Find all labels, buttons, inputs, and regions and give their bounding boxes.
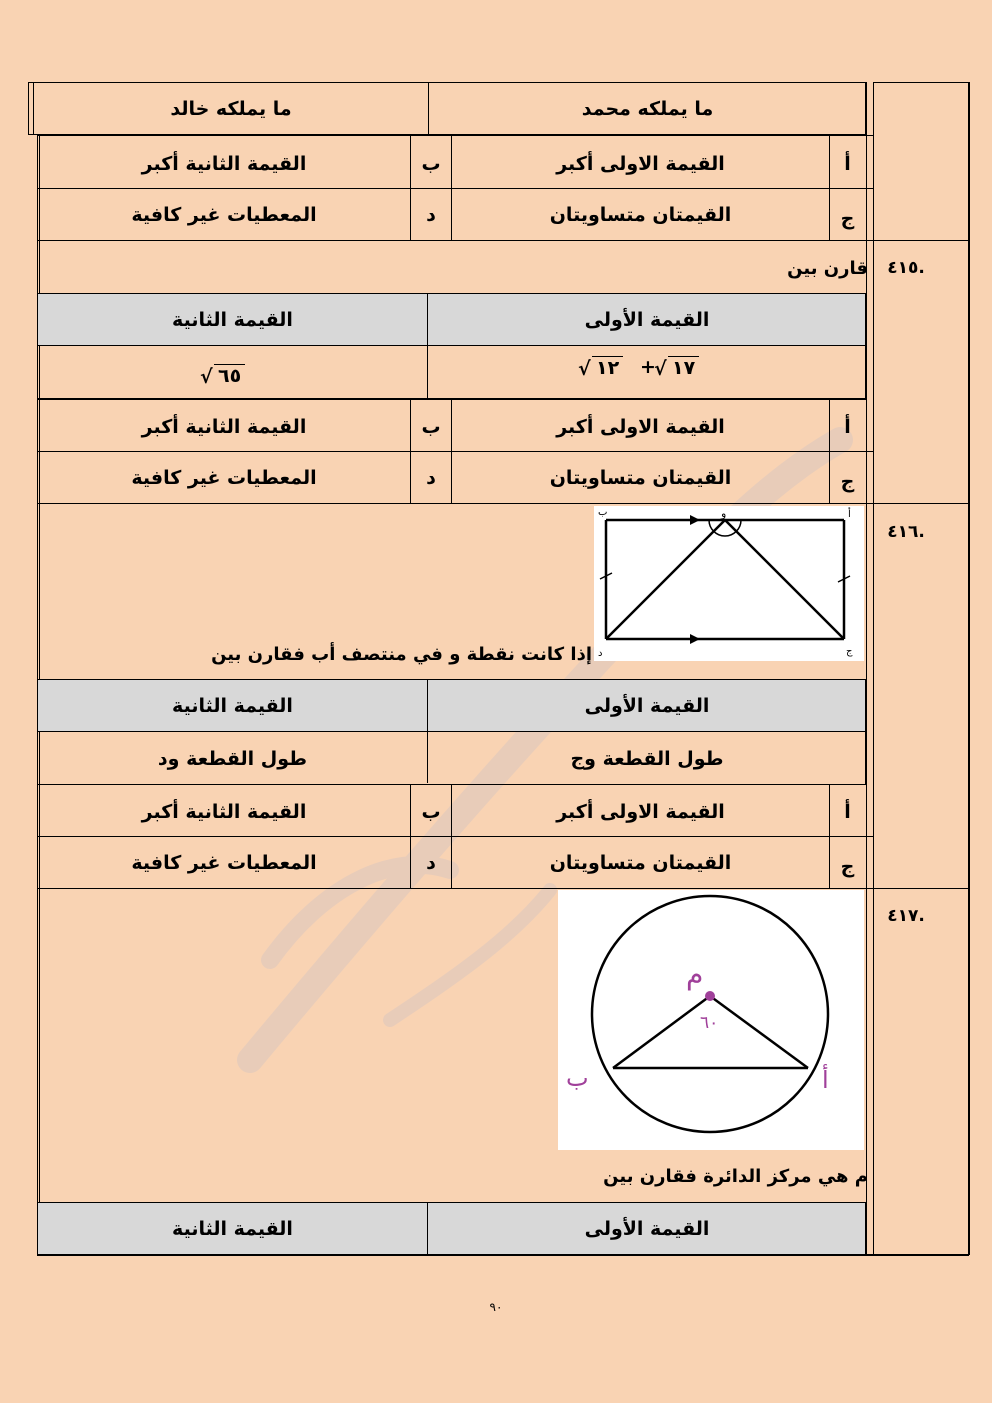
option-c-letter[interactable]: ج xyxy=(840,856,855,878)
q417-number: .٤١٧ xyxy=(887,906,925,926)
radical-icon: √ xyxy=(200,366,213,388)
q415-val1-b: ١٧ xyxy=(668,356,699,379)
option-a-letter[interactable]: أ xyxy=(844,416,851,438)
q417-prompt: م هي مركز الدائرة فقارن بين xyxy=(603,1166,868,1187)
q417-head2: القيمة الثانية xyxy=(172,1217,293,1240)
option-d-letter[interactable]: د xyxy=(426,204,436,226)
q416-head1: القيمة الأولى xyxy=(584,695,710,717)
q416-number: .٤١٦ xyxy=(887,522,925,542)
q415-number: .٤١٥ xyxy=(887,258,925,278)
q416-fig-c: ج xyxy=(846,646,853,657)
radical-icon: √ xyxy=(654,358,667,380)
radical-icon: √ xyxy=(578,358,591,380)
q415-val1-a: ١٢ xyxy=(592,356,623,379)
q415-val2: ٦٥ xyxy=(214,364,245,387)
option-c-text[interactable]: القيمتان متساويتان xyxy=(549,851,732,874)
q417-fig-angle: ٦٠ xyxy=(700,1013,719,1033)
option-c-letter[interactable]: ج xyxy=(840,471,855,493)
option-a-letter[interactable]: أ xyxy=(844,152,851,175)
q415-val1-plus: + xyxy=(640,356,656,378)
q415-value2 xyxy=(200,362,260,392)
q415-prompt: قارن بين xyxy=(787,258,868,279)
option-a-letter[interactable]: أ xyxy=(844,801,851,823)
q416-fig-d: د xyxy=(598,648,603,659)
option-a-text[interactable]: القيمة الاولى أكبر xyxy=(556,152,725,175)
option-d-text[interactable]: المعطيات غير كافية xyxy=(131,851,317,874)
q417-head1: القيمة الأولى xyxy=(584,1217,710,1240)
option-b-text[interactable]: القيمة الثانية أكبر xyxy=(141,416,307,438)
q415-head1: القيمة الأولى xyxy=(584,309,710,331)
q417-fig-a: أ xyxy=(822,1066,829,1094)
q417-fig-b: ب xyxy=(566,1064,589,1092)
q416-head2: القيمة الثانية xyxy=(172,695,293,717)
q415-value1 xyxy=(578,354,718,388)
option-d-text[interactable]: المعطيات غير كافية xyxy=(131,204,317,226)
option-c-letter[interactable]: ج xyxy=(840,207,855,230)
q416-fig-a: أ xyxy=(848,509,851,520)
options-block-2 xyxy=(38,399,874,505)
q417-fig-m: م xyxy=(686,958,704,991)
q416-fig-b: ب xyxy=(598,507,608,518)
options-block-1 xyxy=(38,135,874,241)
option-a-text[interactable]: القيمة الاولى أكبر xyxy=(556,801,725,823)
q416-fig-w: و xyxy=(721,507,727,520)
option-b-text[interactable]: القيمة الثانية أكبر xyxy=(141,152,307,175)
option-c-text[interactable]: القيمتان متساويتان xyxy=(549,204,732,226)
option-c-text[interactable]: القيمتان متساويتان xyxy=(549,466,732,489)
option-b-letter[interactable]: ب xyxy=(421,416,441,438)
option-d-letter[interactable]: د xyxy=(426,851,436,874)
q415-head2: القيمة الثانية xyxy=(172,309,293,331)
option-a-text[interactable]: القيمة الاولى أكبر xyxy=(556,416,725,438)
top-col2: ما يملكه خالد xyxy=(170,98,292,120)
option-d-text[interactable]: المعطيات غير كافية xyxy=(131,466,317,489)
q417-figure-circle xyxy=(558,890,864,1150)
option-b-letter[interactable]: ب xyxy=(421,801,441,823)
q416-figure-rectangle xyxy=(594,506,864,661)
options-block-3 xyxy=(38,784,874,890)
option-d-letter[interactable]: د xyxy=(426,466,436,489)
q416-value2: طول القطعة ود xyxy=(157,747,308,770)
q416-value1: طول القطعة وج xyxy=(570,747,724,770)
q416-prompt: إذا كانت نقطة و في منتصف أب فقارن بين xyxy=(211,644,592,665)
page-number: ٩٠ xyxy=(489,1300,503,1314)
option-b-letter[interactable]: ب xyxy=(421,152,441,175)
option-b-text[interactable]: القيمة الثانية أكبر xyxy=(141,801,307,823)
top-col1: ما يملكه محمد xyxy=(581,98,714,120)
